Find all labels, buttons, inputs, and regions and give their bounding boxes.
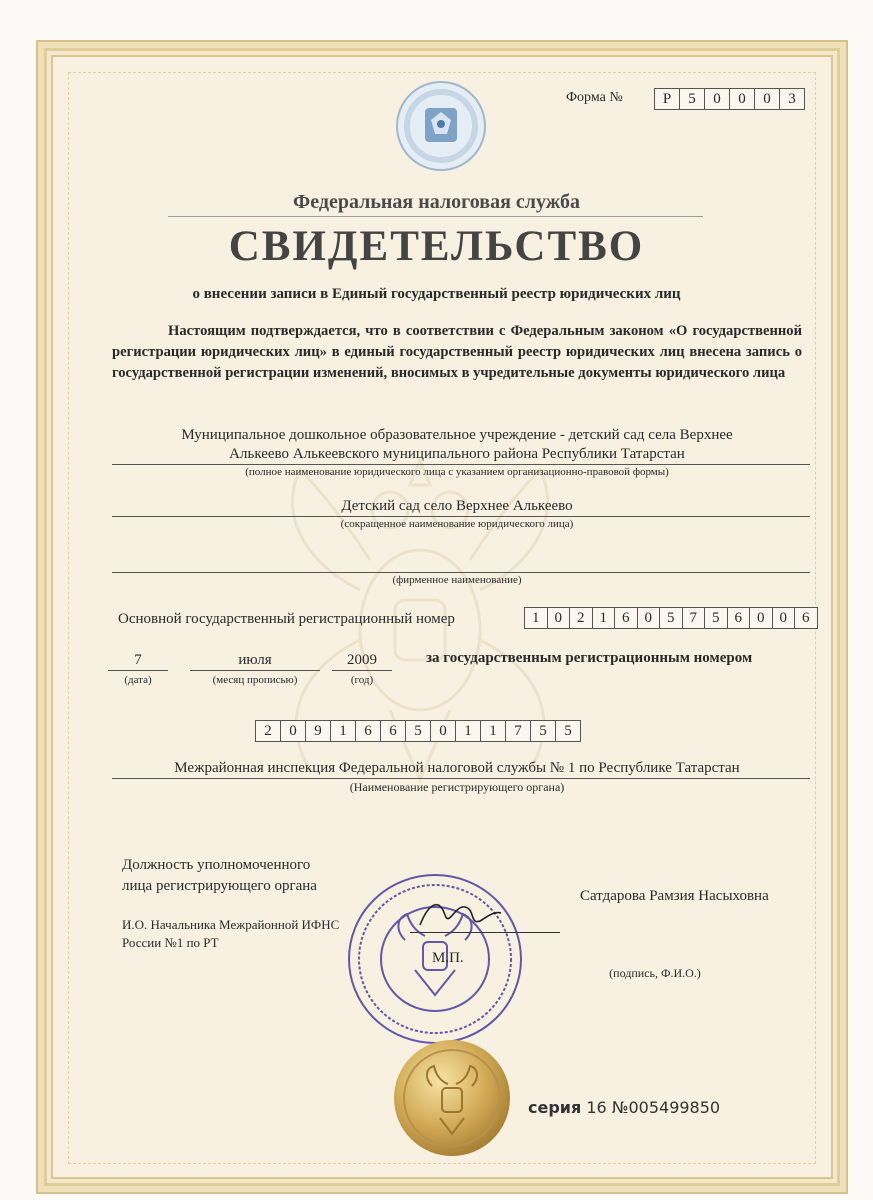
grn-digit: 6 <box>355 720 380 742</box>
grn-digit: 5 <box>405 720 430 742</box>
grn-digit: 1 <box>480 720 505 742</box>
ogrn-digit: 5 <box>659 607 682 629</box>
record-day-rule <box>108 670 168 671</box>
grn-digit: 7 <box>505 720 530 742</box>
record-month: июля <box>238 652 272 668</box>
document-subtitle: о внесении записи в Единый государственный реестр юридических лиц <box>192 286 681 302</box>
authority-rule <box>112 778 810 779</box>
grn-digit: 0 <box>430 720 455 742</box>
hologram-emblem-icon <box>395 80 487 172</box>
short-name: Детский сад село Верхнее Алькеево <box>341 498 573 514</box>
position-label-1: Должность уполномоченного <box>122 857 311 873</box>
ogrn-digit: 6 <box>727 607 750 629</box>
form-code-cell: 0 <box>704 88 729 110</box>
record-month-rule <box>190 670 320 671</box>
ogrn-digit: 7 <box>682 607 705 629</box>
grn-digit: 2 <box>255 720 280 742</box>
full-name-line-1: Муниципальное дошкольное образовательное учреждение - детский сад села Верхнее <box>181 427 733 443</box>
ogrn-digit: 0 <box>637 607 660 629</box>
grn-digit: 1 <box>330 720 355 742</box>
gold-seal-icon <box>392 1038 512 1158</box>
serial-number <box>528 1098 720 1117</box>
ogrn-digit: 0 <box>749 607 772 629</box>
grn-digit: 1 <box>455 720 480 742</box>
position-line-1: И.О. Начальника Межрайонной ИФНС <box>122 917 340 932</box>
grn-digit: 5 <box>555 720 581 742</box>
full-name-line-2: Алькеево Алькеевского муниципального района Республики Татарстан <box>229 446 685 462</box>
handwritten-signature-icon <box>415 895 505 935</box>
short-name-caption: (сокращенное наименование юридического лица) <box>340 518 574 530</box>
form-code-cell: 3 <box>779 88 805 110</box>
short-name-rule <box>112 516 810 517</box>
record-year: 2009 <box>347 652 377 668</box>
grn-digit: 0 <box>280 720 305 742</box>
signer-name: Сатдарова Рамзия Насыховна <box>580 888 769 904</box>
record-year-caption: (год) <box>350 674 374 686</box>
form-code-cells <box>654 88 805 110</box>
authority-name: Межрайонная инспекция Федеральной налоговой службы № 1 по Республике Татарстан <box>174 760 740 776</box>
full-name-rule <box>112 464 810 465</box>
grn-digit: 6 <box>380 720 405 742</box>
form-code-cell: Р <box>654 88 679 110</box>
confirmation-paragraph: Настоящим подтверждается, что в соответствии с Федеральным законом «О государственной регистрации юридических лиц» в единый государственный реестр юридических лиц внесена запись о государственной регистрации изменений, вносимых в учредительные документы юридического лица <box>112 323 802 381</box>
service-name: Федеральная налоговая служба <box>293 191 580 213</box>
form-code-cell: 0 <box>754 88 779 110</box>
serial-number-value: 005499850 <box>628 1098 721 1117</box>
record-month-caption: (месяц прописью) <box>212 674 298 686</box>
position-line-2: России №1 по РТ <box>122 935 219 950</box>
form-code-cell: 0 <box>729 88 754 110</box>
form-label: Форма № <box>566 90 623 105</box>
record-day: 7 <box>134 652 142 668</box>
mp-label: М.П. <box>432 950 464 966</box>
authority-caption: (Наименование регистрирующего органа) <box>349 780 565 794</box>
grn-label: за государственным регистрационным номером <box>426 650 753 666</box>
record-year-rule <box>332 670 392 671</box>
ogrn-digit: 1 <box>592 607 615 629</box>
service-name-underline <box>168 216 703 217</box>
ogrn-digit: 2 <box>569 607 592 629</box>
record-day-caption: (дата) <box>124 674 152 686</box>
serial-series: 16 <box>586 1098 607 1117</box>
brand-name-rule <box>112 572 810 573</box>
grn-digit: 5 <box>530 720 555 742</box>
full-name-caption: (полное наименование юридического лица с указанием организационно-правовой формы) <box>245 466 669 478</box>
serial-number-sign: № <box>611 1098 629 1117</box>
form-code-cell: 5 <box>679 88 704 110</box>
ogrn-digit: 1 <box>524 607 547 629</box>
ogrn-digit: 6 <box>794 607 818 629</box>
ogrn-digit: 0 <box>547 607 570 629</box>
ogrn-digit: 5 <box>704 607 727 629</box>
grn-digit: 9 <box>305 720 330 742</box>
ogrn-cells <box>524 607 818 629</box>
position-label-2: лица регистрирующего органа <box>122 878 317 894</box>
signature-caption: (подпись, Ф.И.О.) <box>609 966 701 980</box>
brand-name-caption: (фирменное наименование) <box>392 574 522 586</box>
ogrn-label: Основной государственный регистрационный номер <box>118 611 455 627</box>
ogrn-digit: 6 <box>614 607 637 629</box>
serial-label: серия <box>528 1098 582 1117</box>
document-title: СВИДЕТЕЛЬСТВО <box>228 223 645 270</box>
ogrn-digit: 0 <box>772 607 795 629</box>
grn-cells <box>255 720 581 742</box>
